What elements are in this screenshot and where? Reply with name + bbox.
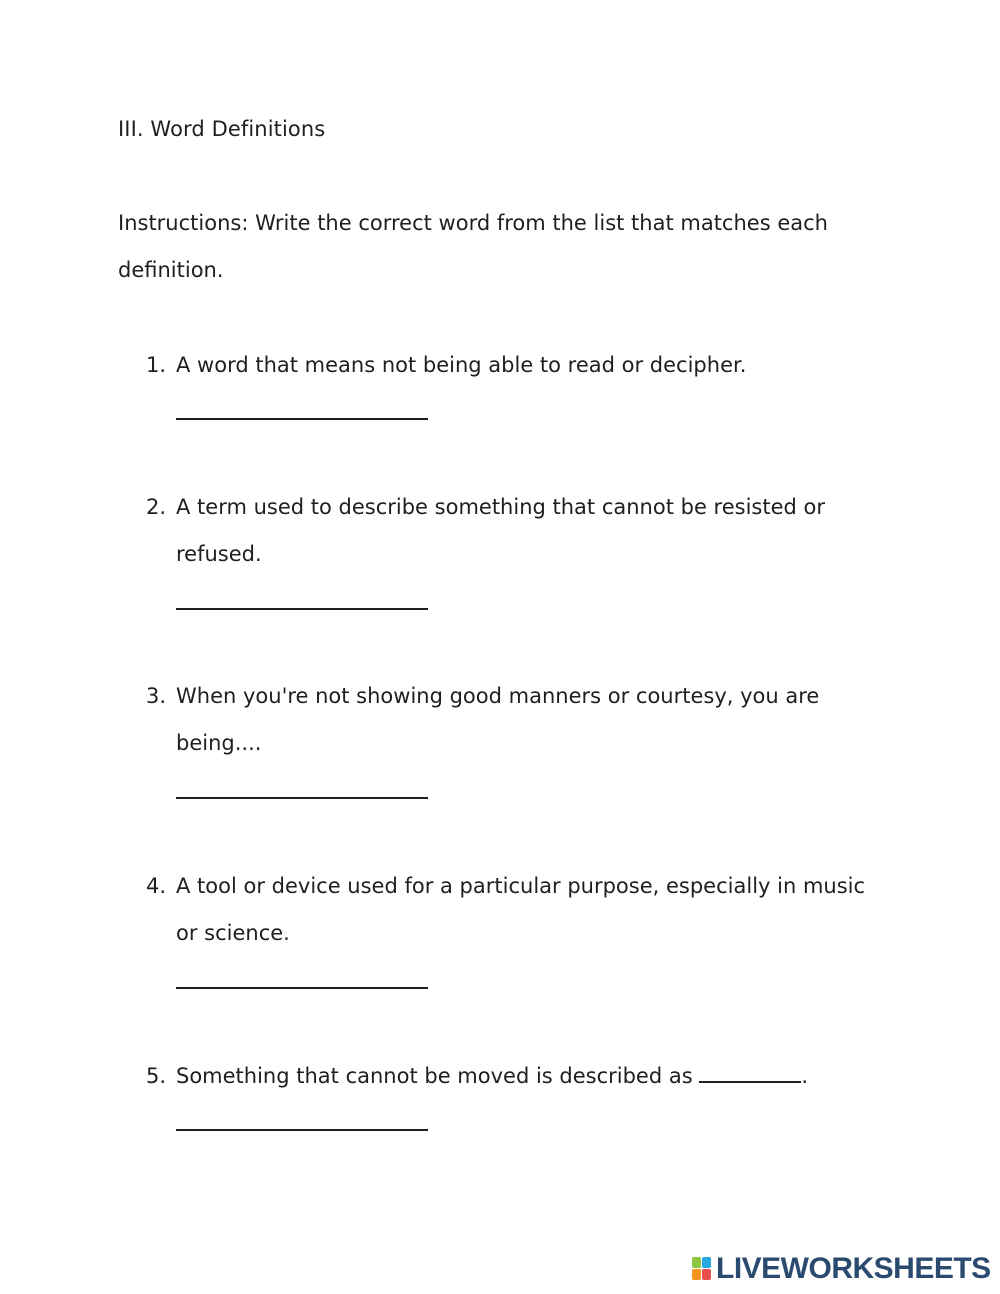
question-number: 5. — [146, 1064, 167, 1088]
question-text: A tool or device used for a particular purpose, especially in music or science. — [176, 874, 866, 945]
answer-line-4[interactable] — [176, 987, 428, 989]
question-text: A word that means not being able to read or decipher. — [176, 353, 747, 377]
question-text: A term used to describe something that cannot be resisted or refused. — [176, 495, 826, 566]
logo-text: LIVEWORKSHEETS — [716, 1252, 991, 1285]
logo-tile-orange — [692, 1269, 701, 1280]
question-text — [176, 1053, 876, 1100]
question-text: When you're not showing good manners or courtesy, you are being.... — [176, 684, 820, 755]
question-number: 1. — [146, 353, 167, 377]
question-number: 3. — [146, 684, 167, 708]
answer-line-3[interactable] — [176, 797, 428, 799]
answer-line-5[interactable] — [176, 1129, 428, 1131]
answer-line-2[interactable] — [176, 608, 428, 610]
inline-blank — [699, 1067, 801, 1083]
instructions-text: Instructions: Write the correct word from the list that matches each definition. — [118, 211, 828, 282]
question-text-before: Something that cannot be moved is described as — [176, 1064, 693, 1088]
answer-line-1[interactable] — [176, 418, 428, 420]
question-number: 4. — [146, 874, 167, 898]
logo-tile-red — [702, 1269, 711, 1280]
liveworksheets-logo — [692, 1252, 991, 1286]
section-title: III. Word Definitions — [118, 117, 326, 141]
question-text-after: . — [801, 1064, 809, 1088]
logo-tile-green — [692, 1257, 701, 1268]
logo-tiles-icon — [692, 1257, 712, 1281]
question-number: 2. — [146, 495, 167, 519]
logo-tile-blue — [702, 1257, 711, 1268]
